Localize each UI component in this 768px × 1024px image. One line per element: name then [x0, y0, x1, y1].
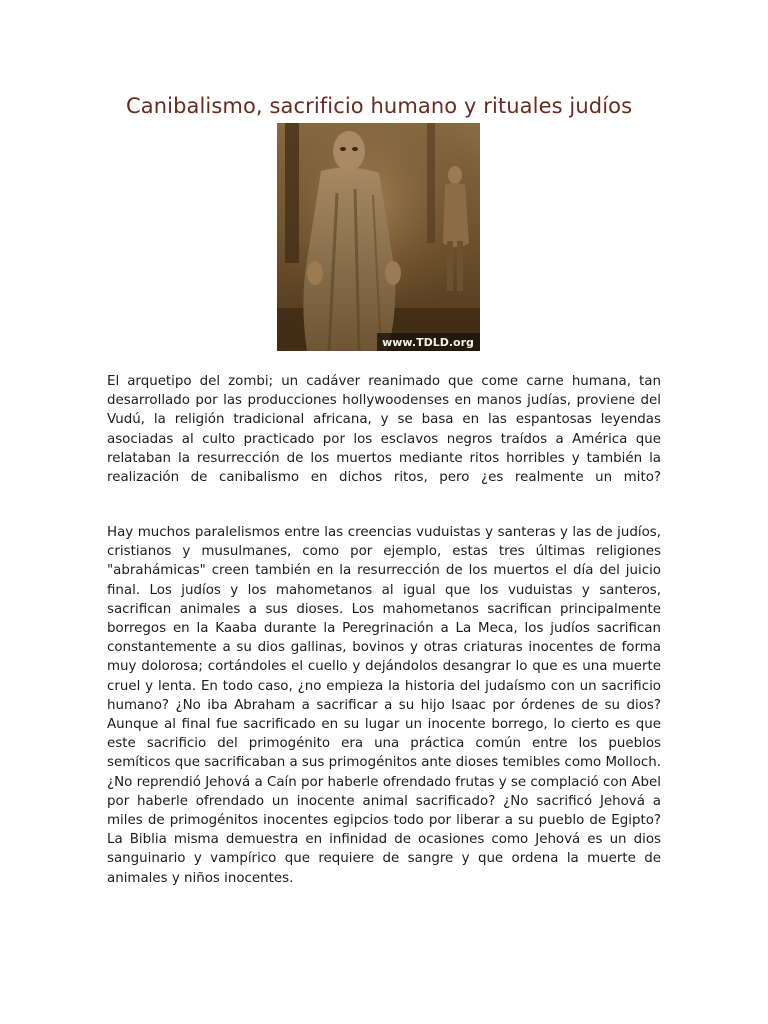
paragraph-2: Hay muchos paralelismos entre las creencias vuduistas y santeras y las de judíos, cristianos y musulmanes, como por ejemplo, estas tres últimas religiones "abrahámicas" creen también en la resurrección de los muertos el día del juicio final. Los judíos y los mahometanos al igual que los vuduistas y santeros, sacrifican animales a sus dioses. Los mahometanos sacrifican principalmente borregos en la Kaaba durante la Peregrinación a La Meca, los judíos sacrifican constantemente a su dios gallinas, bovinos y otras criaturas inocentes de forma muy dolorosa; cortándoles el cuello y dejándolos desangrar lo que es una muerte cruel y lenta. En todo caso, ¿no empieza la historia del judaísmo con un sacrificio humano? ¿No iba Abraham a sacrificar a su hijo Isaac por órdenes de su dios? Aunque al final fue sacrificado en su lugar un inocente borrego, lo cierto es que este sacrificio del primogénito era una práctica común entre los pueblos semíticos que sacrificaban a sus primogénitos ante dioses temibles como Molloch. ¿No reprendió Jehová a Caín por haberle ofrendado frutas y se complació con Abel por haberle ofrendado un inocente animal sacrificado? ¿No sacrificó Jehová a miles de primogénitos inocentes egipcios todo por liberar a su pueblo de Egipto? La Biblia misma demuestra en infinidad de ocasiones como Jehová es un dios sanguinario y vampírico que requiere de sangre y que ordena la muerte de animales y niños inocentes. — [107, 525, 661, 886]
document-title: Canibalismo, sacrificio humano y rituales judíos — [126, 94, 633, 118]
zombie-photo — [277, 123, 480, 351]
zombie-photo-graphic — [277, 123, 480, 351]
paragraph-1: El arquetipo del zombi; un cadáver reanimado que come carne humana, tan desarrollado por las producciones hollywoodenses en manos judías, proviene del Vudú, la religión tradicional africana, y se basa en las espantosas leyendas asociadas al culto practicado por los esclavos negros traídos a América que relataban la resurrección de los muertos mediante ritos horribles y también la realización de canibalismo en dichos ritos, pero ¿es realmente un mito? — [107, 374, 661, 486]
image-watermark: www.TDLD.org — [382, 336, 474, 349]
